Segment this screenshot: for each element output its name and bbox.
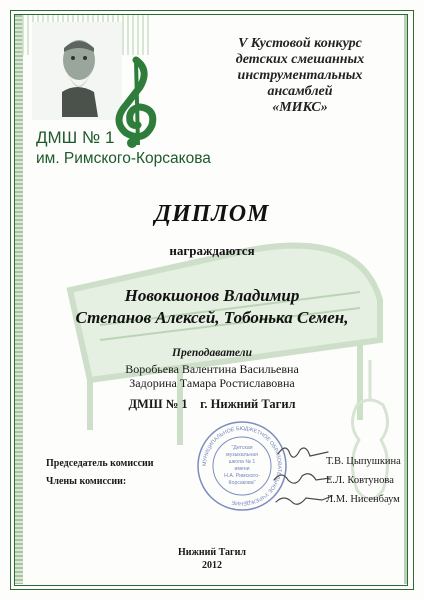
stamp-ring-text: МУНИЦИПАЛЬНОЕ БЮДЖЕТНОЕ ОБРАЗОВАТЕЛЬНОЕ УЧРЕЖДЕНИЕ — [201, 425, 283, 507]
school-name-line1: ДМШ № 1 — [36, 128, 115, 147]
awarded-text: награждаются — [169, 243, 255, 258]
contest-line: V Кустовой конкурс — [238, 36, 362, 51]
teachers-heading: Преподаватели — [172, 347, 252, 359]
signatory-name: Е.Л. Ковтунова — [326, 475, 394, 486]
stamp-center-line: музыкальная — [226, 452, 258, 458]
signatory-name: Л.М. Нисенбаум — [326, 494, 400, 505]
signatory-name: Т.В. Цыпушкина — [326, 456, 401, 467]
members-label: Члены комиссии: — [46, 476, 127, 487]
contest-title — [205, 36, 395, 116]
footer-year: 2012 — [202, 560, 222, 571]
stamp-center-line: Корсакова" — [228, 480, 256, 486]
contest-line: ансамблей — [267, 84, 333, 99]
awardee-line: Степанов Алексей, Тобонька Семен, — [75, 308, 349, 327]
teacher-name: Задорина Тамара Ростиславовна — [129, 376, 295, 390]
school-name-line2: им. Римского-Корсакова — [36, 150, 211, 167]
stamp-center-line: "Детская — [231, 445, 253, 451]
footer-city: Нижний Тагил — [178, 547, 246, 558]
awardee-line: Новокшонов Владимир — [124, 286, 300, 305]
stamp-center-line: школа № 1 — [228, 459, 256, 465]
diploma-title: ДИПЛОМ — [154, 201, 270, 227]
contest-line: «МИКС» — [272, 100, 328, 115]
teacher-name: Воробьева Валентина Васильевна — [125, 362, 299, 376]
school-and-city: ДМШ № 1 г. Нижний Тагил — [128, 397, 296, 411]
awardee-names — [0, 285, 424, 329]
stamp-center-line: Н.А. Римского- — [224, 473, 260, 479]
contest-line: инструментальных — [237, 68, 363, 83]
contest-line: детских смешанных — [235, 52, 365, 67]
teachers-list — [0, 362, 424, 390]
stamp-center-line: имени — [234, 466, 250, 472]
chair-label: Председатель комиссии — [46, 458, 154, 469]
